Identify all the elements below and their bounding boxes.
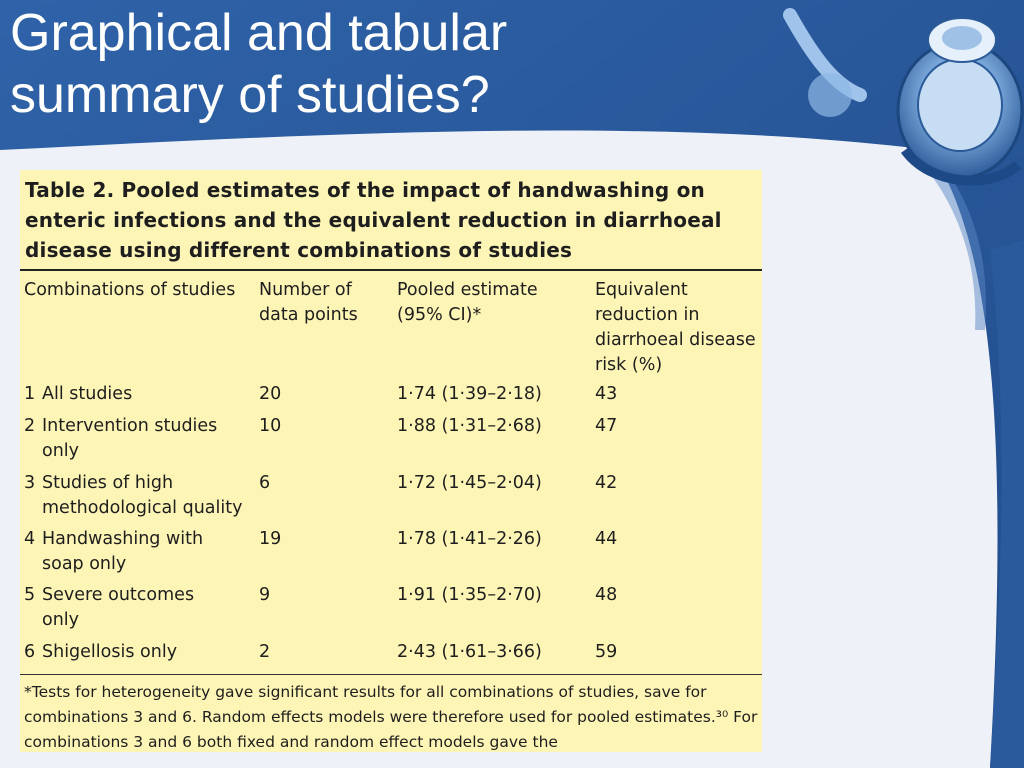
table-row-5-points: 9 [259, 585, 271, 605]
slide-title-line2: summary of studies? [10, 66, 490, 124]
header-reduction: Equivalent reduction in diarrhoeal disease risk (%) [595, 280, 756, 375]
slide-title-line1: Graphical and tabular [10, 4, 508, 62]
table-row-5-reduction: 48 [595, 585, 618, 605]
slide-title [10, 2, 630, 126]
table-row-6-points: 2 [259, 642, 271, 662]
table-row-1-combination: 1 All studies [24, 384, 133, 404]
table-row-2-combination: 2 Intervention studies only [24, 416, 218, 461]
table-row-2-reduction: 47 [595, 416, 618, 436]
table-row-3-points: 6 [259, 473, 271, 493]
table-row-4-points: 19 [259, 529, 282, 549]
table-top-rule [20, 269, 762, 271]
table-row-2-estimate: 1·88 (1·31–2·68) [397, 416, 542, 436]
table-row-5-estimate: 1·91 (1·35–2·70) [397, 585, 542, 605]
header-combinations: Combinations of studies [24, 280, 236, 300]
table-row-4-reduction: 44 [595, 529, 618, 549]
header-pooled-estimate: Pooled estimate (95% CI)* [397, 280, 538, 325]
table-row-4-combination: 4 Handwashing with soap only [24, 529, 204, 574]
table-caption: Table 2. Pooled estimates of the impact of handwashing on enteric infections and the equivalent reduction in diarrhoeal disease using different combinations of studies [25, 178, 722, 262]
table-row-1-reduction: 43 [595, 384, 618, 404]
table-row-1-points: 20 [259, 384, 282, 404]
table-row-3-estimate: 1·72 (1·45–2·04) [397, 473, 542, 493]
table-row-1-estimate: 1·74 (1·39–2·18) [397, 384, 542, 404]
table-footnote: *Tests for heterogeneity gave significant results for all combinations of studies, save for combinations 3 and 6. Random effects models were therefore used for pooled estimates.³⁰ For combinations 3 and 6 both fixed and random effect models gave the [24, 683, 758, 751]
table-row-4-estimate: 1·78 (1·41–2·26) [397, 529, 542, 549]
table-row-3-combination: 3 Studies of high methodological quality [24, 473, 243, 518]
table-row-5-combination: 5 Severe outcomes only [24, 585, 195, 630]
table-row-6-estimate: 2·43 (1·61–3·66) [397, 642, 542, 662]
table-row-3-reduction: 42 [595, 473, 618, 493]
table-row-2-points: 10 [259, 416, 282, 436]
header-data-points: Number of data points [259, 280, 358, 325]
table-bottom-rule [20, 674, 762, 675]
table-row-6-combination: 6 Shigellosis only [24, 642, 178, 662]
table-image [20, 170, 762, 752]
table-row-6-reduction: 59 [595, 642, 618, 662]
